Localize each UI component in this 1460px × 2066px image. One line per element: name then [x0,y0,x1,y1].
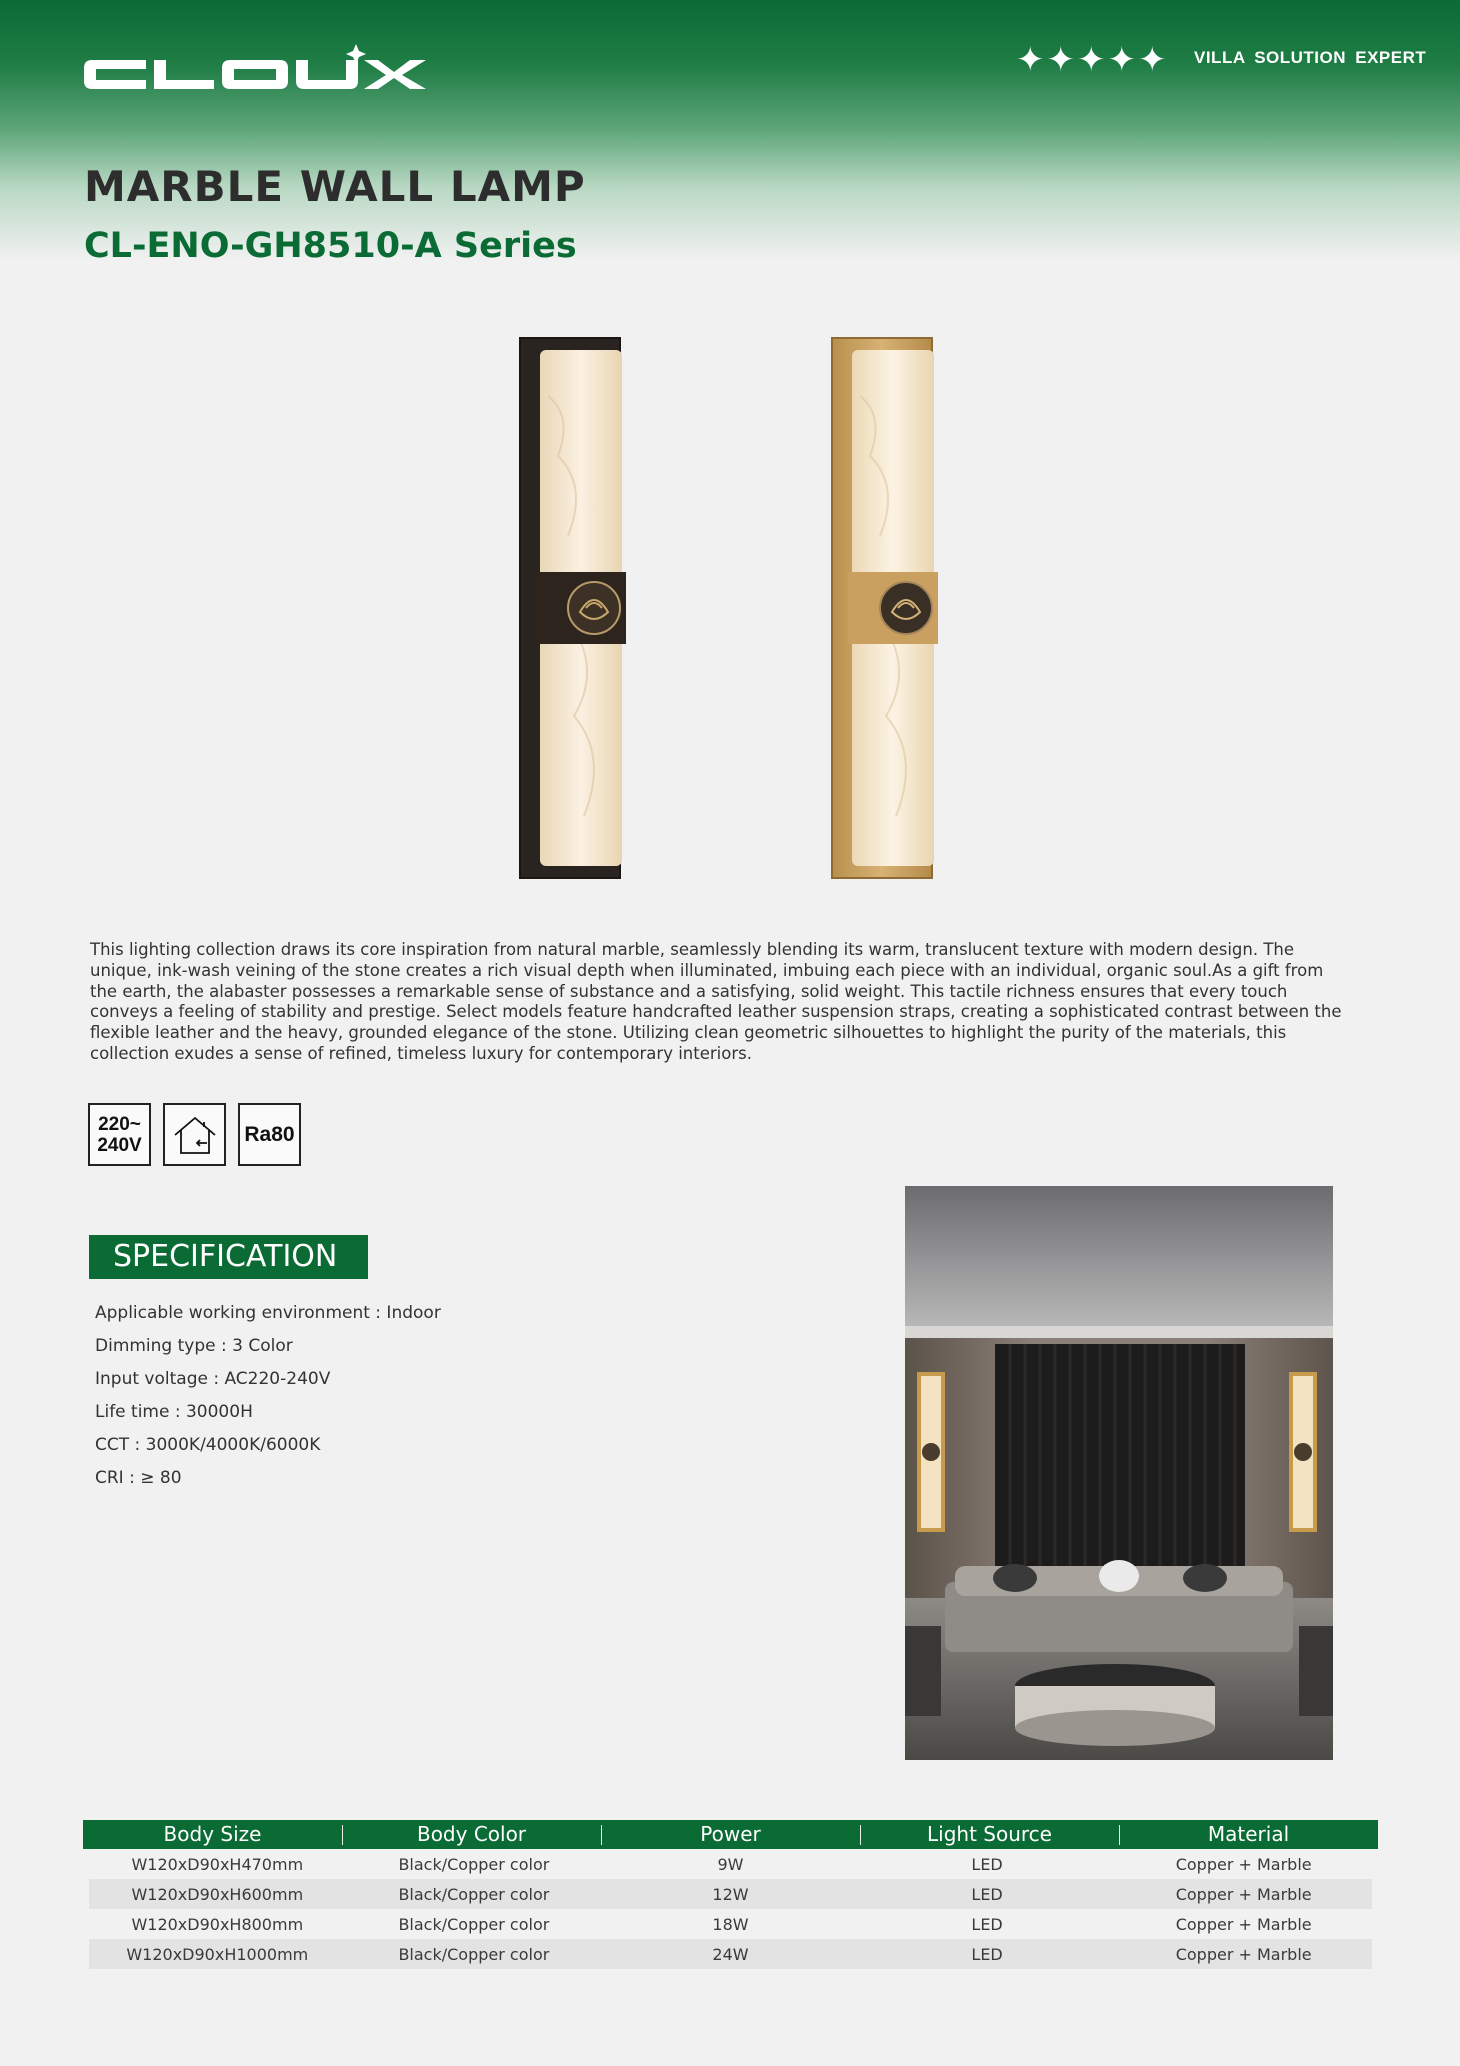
table-cell: Copper + Marble [1175,1854,1312,1874]
table-cell: LED [971,1914,1003,1934]
table-cell: Black/Copper color [398,1914,550,1934]
table-header-cell: Body Size [163,1822,262,1846]
table-cell: LED [971,1884,1003,1904]
table-row [89,1939,1372,1969]
table-header-cell: Body Color [342,1820,601,1849]
table-cell: Copper + Marble [1175,1914,1312,1934]
table-cell: 24W [712,1944,749,1964]
cri-badge: Ra80 [238,1103,301,1166]
voltage-badge [88,1103,151,1166]
product-description: This lighting collection draws its core inspiration from natural marble, seamlessly blending its warm, translucent texture with modern design. The unique, ink-wash veining of the stone creates a rich visual depth when illuminated, imbuing each piece with an individual, organic soul.As a gift from the earth, the alabaster possesses a remarkable sense of substance and a satisfying, solid weight. This tactile richness ensures that every touch conveys a feeling of stability and prestige. Select models feature handcrafted leather suspension straps, creating a sophisticated contrast between the flexible leather and the heavy, grounded elegance of the stone. Utilizing clean geometric silhouettes to highlight the purity of the materials, this collection exudes a sense of refined, timeless luxury for contemporary interiors. [90,940,1342,1063]
star-icon: ✦ [1016,40,1045,80]
table-cell: Copper + Marble [1175,1884,1312,1904]
star-icon: ✦ [1077,40,1106,80]
feature-badges [88,1103,301,1166]
product-series: CL-ENO-GH8510-A Series [84,226,577,266]
voltage-badge-line2: 240V [97,1134,142,1156]
spec-item: Applicable working environment : Indoor [95,1303,441,1323]
header-band [0,0,1460,260]
star-icon: ✦ [1107,40,1136,80]
table-row [89,1909,1372,1939]
table-cell: W120xD90xH800mm [131,1914,304,1934]
spec-item: CRI : ≥ 80 [95,1468,182,1488]
table-cell: LED [971,1944,1003,1964]
voltage-badge-line1: 220~ [98,1113,141,1135]
table-header-cell: Power [601,1820,860,1849]
table-cell: W120xD90xH470mm [131,1854,304,1874]
black-marble-lamp-image [518,336,632,880]
table-cell: Black/Copper color [398,1944,550,1964]
table-header-cell: Light Source [860,1820,1119,1849]
table-row [89,1849,1372,1879]
table-body [83,1849,1378,1969]
table-row [89,1879,1372,1909]
table-cell: W120xD90xH600mm [131,1884,304,1904]
tagline: VILLA SOLUTION EXPERT [1194,48,1427,67]
table-cell: Black/Copper color [398,1854,550,1874]
room-scene-photo [905,1186,1333,1760]
star-icon: ✦ [1138,40,1167,80]
spec-item: CCT : 3000K/4000K/6000K [95,1435,321,1455]
table-cell: 12W [712,1884,749,1904]
star-icon: ✦ [1046,40,1075,80]
specification-heading: SPECIFICATION [89,1235,368,1279]
product-variants-table [83,1820,1378,1969]
table-cell: Black/Copper color [398,1884,550,1904]
spec-item: Input voltage : AC220-240V [95,1369,331,1389]
table-cell: 18W [712,1914,749,1934]
table-cell: LED [971,1854,1003,1874]
house-indoor-icon [163,1103,226,1166]
spec-item: Dimming type : 3 Color [95,1336,293,1356]
product-title: MARBLE WALL LAMP [84,162,586,211]
table-cell: W120xD90xH1000mm [126,1944,309,1964]
specification-list [95,1303,441,1501]
rating-stars [1016,40,1167,80]
cloux-logo [84,44,436,100]
table-cell: 9W [717,1854,744,1874]
gold-marble-lamp-image [830,336,944,880]
spec-item: Life time : 30000H [95,1402,253,1422]
table-cell: Copper + Marble [1175,1944,1312,1964]
table-header-row [83,1820,1378,1849]
table-header-cell: Material [1119,1820,1378,1849]
